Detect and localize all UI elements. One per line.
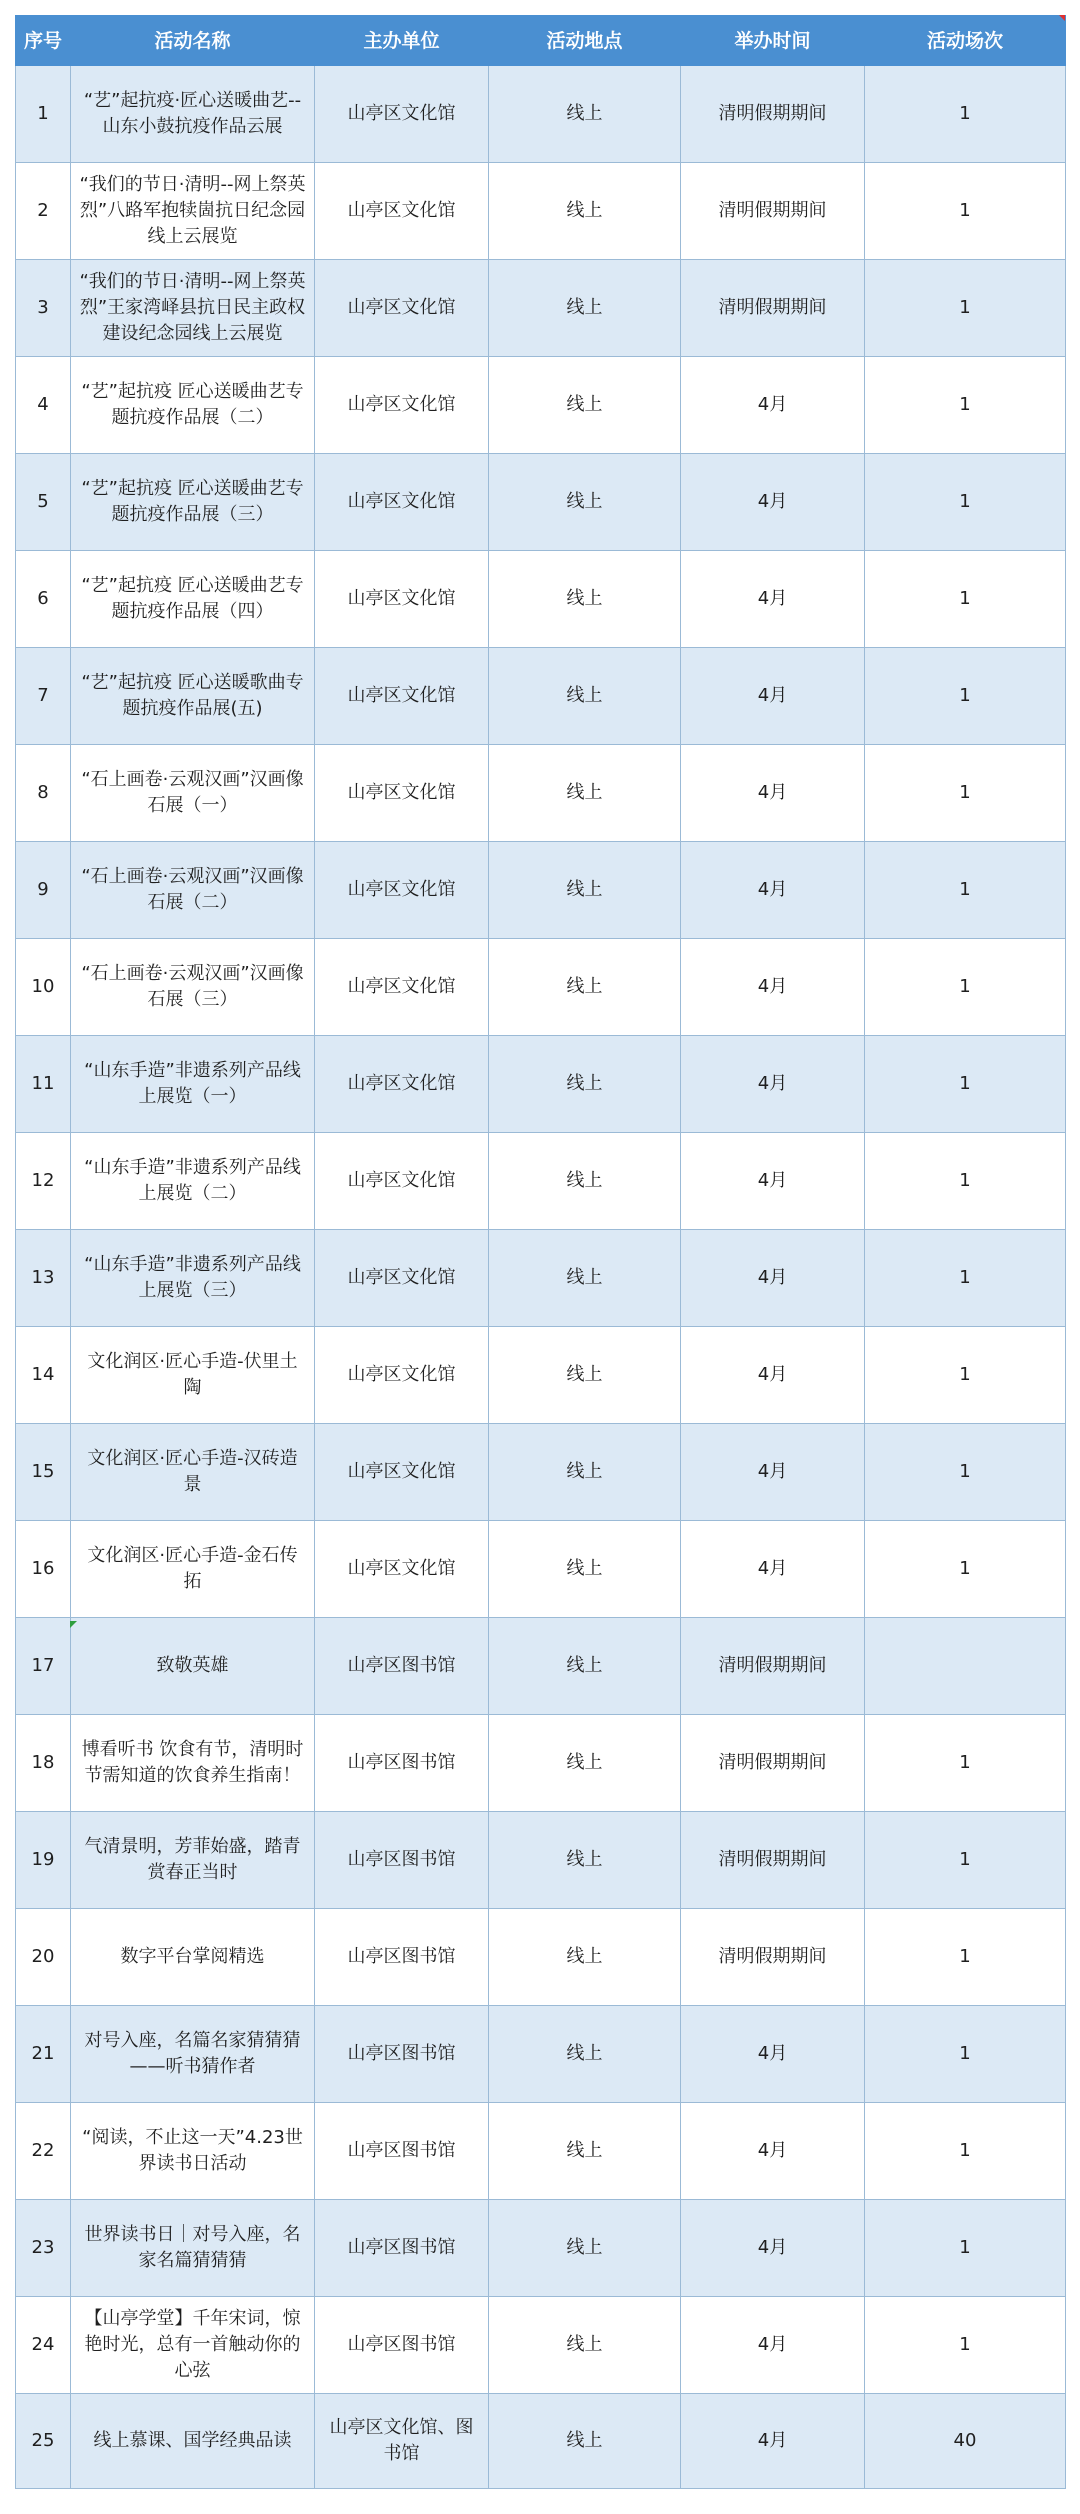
- cell-sessions: 1: [865, 357, 1066, 454]
- header-location[interactable]: 活动地点: [489, 16, 681, 66]
- cell-location: 线上: [489, 66, 681, 163]
- cell-organizer: 山亭区文化馆: [315, 1424, 489, 1521]
- table-row[interactable]: [16, 648, 1066, 745]
- cell-activity-name: 致敬英雄: [71, 1618, 315, 1715]
- cell-sessions: 1: [865, 939, 1066, 1036]
- cell-location: 线上: [489, 357, 681, 454]
- cell-time: 4月: [681, 2006, 865, 2103]
- header-sessions[interactable]: 活动场次: [865, 16, 1066, 66]
- cell-time: 4月: [681, 1230, 865, 1327]
- cell-time: 4月: [681, 1036, 865, 1133]
- cell-sessions: 1: [865, 1424, 1066, 1521]
- cell-time: 4月: [681, 939, 865, 1036]
- cell-organizer: 山亭区图书馆: [315, 2297, 489, 2394]
- cell-index: 7: [16, 648, 71, 745]
- cell-sessions: 1: [865, 1812, 1066, 1909]
- cell-location: 线上: [489, 1812, 681, 1909]
- cell-activity-name: “阅读，不止这一天”4.23世界读书日活动: [71, 2103, 315, 2200]
- cell-activity-name: “石上画卷·云观汉画”汉画像石展（二）: [71, 842, 315, 939]
- cell-organizer: 山亭区图书馆: [315, 1909, 489, 2006]
- cell-organizer: 山亭区文化馆: [315, 357, 489, 454]
- header-time[interactable]: 举办时间: [681, 16, 865, 66]
- cell-index: 21: [16, 2006, 71, 2103]
- cell-activity-name: “艺”起抗疫 匠心送暖曲艺专题抗疫作品展（四）: [71, 551, 315, 648]
- table-row[interactable]: [16, 1230, 1066, 1327]
- cell-location: 线上: [489, 2006, 681, 2103]
- cell-index: 4: [16, 357, 71, 454]
- cell-activity-name: “石上画卷·云观汉画”汉画像石展（一）: [71, 745, 315, 842]
- cell-activity-name: 世界读书日｜对号入座，名家名篇猜猜猜: [71, 2200, 315, 2297]
- activity-table: [15, 15, 1066, 2489]
- table-row[interactable]: [16, 1812, 1066, 1909]
- cell-sessions: 1: [865, 842, 1066, 939]
- table-row[interactable]: [16, 1424, 1066, 1521]
- cell-organizer: 山亭区图书馆: [315, 1812, 489, 1909]
- cell-sessions: 1: [865, 1230, 1066, 1327]
- cell-location: 线上: [489, 842, 681, 939]
- cell-location: 线上: [489, 1424, 681, 1521]
- cell-index: 10: [16, 939, 71, 1036]
- cell-organizer: 山亭区图书馆: [315, 2200, 489, 2297]
- cell-sessions: [865, 1618, 1066, 1715]
- cell-activity-name: “艺”起抗疫 匠心送暖曲艺专题抗疫作品展（三）: [71, 454, 315, 551]
- cell-sessions: 1: [865, 2006, 1066, 2103]
- table-header-row: [16, 16, 1066, 66]
- cell-location: 线上: [489, 454, 681, 551]
- table-row[interactable]: [16, 2006, 1066, 2103]
- cell-location: 线上: [489, 2394, 681, 2489]
- cell-organizer: 山亭区图书馆: [315, 2006, 489, 2103]
- cell-organizer: 山亭区文化馆: [315, 1036, 489, 1133]
- table-row[interactable]: [16, 842, 1066, 939]
- table-row[interactable]: [16, 1618, 1066, 1715]
- cell-activity-name: “山东手造”非遗系列产品线上展览（三）: [71, 1230, 315, 1327]
- cell-activity-name: “艺”起抗疫 匠心送暖曲艺专题抗疫作品展（二）: [71, 357, 315, 454]
- cell-activity-name: 气清景明，芳菲始盛，踏青赏春正当时: [71, 1812, 315, 1909]
- table-row[interactable]: [16, 939, 1066, 1036]
- table-body: [16, 66, 1066, 2489]
- table-row[interactable]: [16, 1909, 1066, 2006]
- cell-activity-name: 线上慕课、国学经典品读: [71, 2394, 315, 2489]
- cell-index: 19: [16, 1812, 71, 1909]
- cell-index: 8: [16, 745, 71, 842]
- cell-location: 线上: [489, 1909, 681, 2006]
- cell-time: 4月: [681, 2200, 865, 2297]
- cell-location: 线上: [489, 1036, 681, 1133]
- cell-sessions: 1: [865, 1909, 1066, 2006]
- cell-time: 4月: [681, 1521, 865, 1618]
- cell-time: 4月: [681, 1424, 865, 1521]
- cell-organizer: 山亭区文化馆、图书馆: [315, 2394, 489, 2489]
- cell-time: 4月: [681, 1133, 865, 1230]
- header-organizer[interactable]: 主办单位: [315, 16, 489, 66]
- cell-index: 24: [16, 2297, 71, 2394]
- cell-activity-name: 数字平台掌阅精选: [71, 1909, 315, 2006]
- cell-index: 12: [16, 1133, 71, 1230]
- cell-index: 25: [16, 2394, 71, 2489]
- cell-index: 2: [16, 163, 71, 260]
- cell-organizer: 山亭区图书馆: [315, 1618, 489, 1715]
- cell-organizer: 山亭区文化馆: [315, 939, 489, 1036]
- cell-location: 线上: [489, 2103, 681, 2200]
- table-row[interactable]: [16, 551, 1066, 648]
- cell-time: 清明假期期间: [681, 1909, 865, 2006]
- cell-activity-name: 文化润区·匠心手造-汉砖造景: [71, 1424, 315, 1521]
- cell-sessions: 1: [865, 648, 1066, 745]
- cell-comment-marker: [70, 1621, 77, 1628]
- cell-sessions: 1: [865, 1133, 1066, 1230]
- cell-activity-name: 对号入座，名篇名家猜猜猜——听书猜作者: [71, 2006, 315, 2103]
- table-row[interactable]: [16, 2200, 1066, 2297]
- cell-time: 清明假期期间: [681, 1618, 865, 1715]
- cell-time: 4月: [681, 2103, 865, 2200]
- table-row[interactable]: [16, 1715, 1066, 1812]
- cell-index: 15: [16, 1424, 71, 1521]
- cell-organizer: 山亭区图书馆: [315, 2103, 489, 2200]
- cell-index: 18: [16, 1715, 71, 1812]
- cell-activity-name: 文化润区·匠心手造-伏里土陶: [71, 1327, 315, 1424]
- cell-organizer: 山亭区文化馆: [315, 1327, 489, 1424]
- cell-index: 14: [16, 1327, 71, 1424]
- cell-sessions: 1: [865, 454, 1066, 551]
- cell-activity-name: 博看听书 饮食有节，清明时节需知道的饮食养生指南！: [71, 1715, 315, 1812]
- table-row[interactable]: [16, 66, 1066, 163]
- table-row[interactable]: [16, 1521, 1066, 1618]
- cell-organizer: 山亭区图书馆: [315, 1715, 489, 1812]
- cell-index: 22: [16, 2103, 71, 2200]
- cell-sessions: 1: [865, 260, 1066, 357]
- cell-location: 线上: [489, 1230, 681, 1327]
- cell-index: 9: [16, 842, 71, 939]
- cell-activity-name: “艺”起抗疫 匠心送暖歌曲专题抗疫作品展(五): [71, 648, 315, 745]
- cell-organizer: 山亭区文化馆: [315, 66, 489, 163]
- cell-time: 清明假期期间: [681, 163, 865, 260]
- cell-activity-name: “我们的节日·清明--网上祭英烈”八路军抱犊崮抗日纪念园线上云展览: [71, 163, 315, 260]
- cell-activity-name: “山东手造”非遗系列产品线上展览（二）: [71, 1133, 315, 1230]
- cell-location: 线上: [489, 163, 681, 260]
- cell-organizer: 山亭区文化馆: [315, 551, 489, 648]
- cell-sessions: 1: [865, 745, 1066, 842]
- cell-time: 4月: [681, 357, 865, 454]
- cell-location: 线上: [489, 1133, 681, 1230]
- cell-time: 4月: [681, 745, 865, 842]
- cell-index: 6: [16, 551, 71, 648]
- cell-organizer: 山亭区文化馆: [315, 1230, 489, 1327]
- cell-time: 4月: [681, 2394, 865, 2489]
- cell-time: 4月: [681, 842, 865, 939]
- table-row[interactable]: [16, 1133, 1066, 1230]
- cell-time: 清明假期期间: [681, 1715, 865, 1812]
- table-row[interactable]: [16, 745, 1066, 842]
- cell-organizer: 山亭区文化馆: [315, 648, 489, 745]
- cell-sessions: 1: [865, 2103, 1066, 2200]
- cell-activity-name: 文化润区·匠心手造-金石传拓: [71, 1521, 315, 1618]
- table-row[interactable]: [16, 2297, 1066, 2394]
- table-row[interactable]: [16, 1327, 1066, 1424]
- cell-location: 线上: [489, 551, 681, 648]
- cell-time: 清明假期期间: [681, 260, 865, 357]
- cell-time: 4月: [681, 1327, 865, 1424]
- cell-time: 4月: [681, 551, 865, 648]
- cell-location: 线上: [489, 2200, 681, 2297]
- cell-sessions: 1: [865, 551, 1066, 648]
- cell-sessions: 1: [865, 163, 1066, 260]
- cell-sessions: 1: [865, 1036, 1066, 1133]
- cell-index: 1: [16, 66, 71, 163]
- cell-index: 5: [16, 454, 71, 551]
- header-activity-name[interactable]: 活动名称: [71, 16, 315, 66]
- cell-activity-name: “艺”起抗疫·匠心送暖曲艺--山东小鼓抗疫作品云展: [71, 66, 315, 163]
- cell-time: 4月: [681, 454, 865, 551]
- cell-sessions: 1: [865, 1327, 1066, 1424]
- cell-time: 4月: [681, 648, 865, 745]
- cell-location: 线上: [489, 1327, 681, 1424]
- cell-organizer: 山亭区文化馆: [315, 163, 489, 260]
- table-row[interactable]: [16, 260, 1066, 357]
- table-row[interactable]: [16, 163, 1066, 260]
- cell-index: 3: [16, 260, 71, 357]
- cell-sessions: 1: [865, 66, 1066, 163]
- cell-activity-name: “我们的节日·清明--网上祭英烈”王家湾峄县抗日民主政权建设纪念园线上云展览: [71, 260, 315, 357]
- corner-marker: [1059, 15, 1065, 21]
- cell-sessions: 1: [865, 2200, 1066, 2297]
- cell-location: 线上: [489, 939, 681, 1036]
- activity-table-container: [15, 15, 1065, 2489]
- cell-index: 23: [16, 2200, 71, 2297]
- cell-location: 线上: [489, 745, 681, 842]
- cell-location: 线上: [489, 260, 681, 357]
- table-row[interactable]: [16, 2394, 1066, 2489]
- cell-index: 16: [16, 1521, 71, 1618]
- cell-location: 线上: [489, 1521, 681, 1618]
- cell-organizer: 山亭区文化馆: [315, 454, 489, 551]
- cell-location: 线上: [489, 1618, 681, 1715]
- cell-organizer: 山亭区文化馆: [315, 745, 489, 842]
- cell-index: 13: [16, 1230, 71, 1327]
- table-row[interactable]: [16, 1036, 1066, 1133]
- cell-activity-name: 【山亭学堂】千年宋词，惊艳时光，总有一首触动你的心弦: [71, 2297, 315, 2394]
- cell-time: 清明假期期间: [681, 1812, 865, 1909]
- cell-location: 线上: [489, 648, 681, 745]
- cell-organizer: 山亭区文化馆: [315, 260, 489, 357]
- cell-time: 4月: [681, 2297, 865, 2394]
- cell-sessions: 1: [865, 1521, 1066, 1618]
- cell-index: 11: [16, 1036, 71, 1133]
- table-row[interactable]: [16, 454, 1066, 551]
- cell-sessions: 1: [865, 1715, 1066, 1812]
- cell-sessions: 40: [865, 2394, 1066, 2489]
- cell-location: 线上: [489, 2297, 681, 2394]
- cell-index: 17: [16, 1618, 71, 1715]
- cell-organizer: 山亭区文化馆: [315, 842, 489, 939]
- cell-activity-name: “山东手造”非遗系列产品线上展览（一）: [71, 1036, 315, 1133]
- cell-activity-name: “石上画卷·云观汉画”汉画像石展（三）: [71, 939, 315, 1036]
- cell-organizer: 山亭区文化馆: [315, 1133, 489, 1230]
- cell-sessions: 1: [865, 2297, 1066, 2394]
- cell-location: 线上: [489, 1715, 681, 1812]
- header-index[interactable]: 序号: [16, 16, 71, 66]
- cell-time: 清明假期期间: [681, 66, 865, 163]
- cell-organizer: 山亭区文化馆: [315, 1521, 489, 1618]
- table-row[interactable]: [16, 2103, 1066, 2200]
- table-row[interactable]: [16, 357, 1066, 454]
- cell-index: 20: [16, 1909, 71, 2006]
